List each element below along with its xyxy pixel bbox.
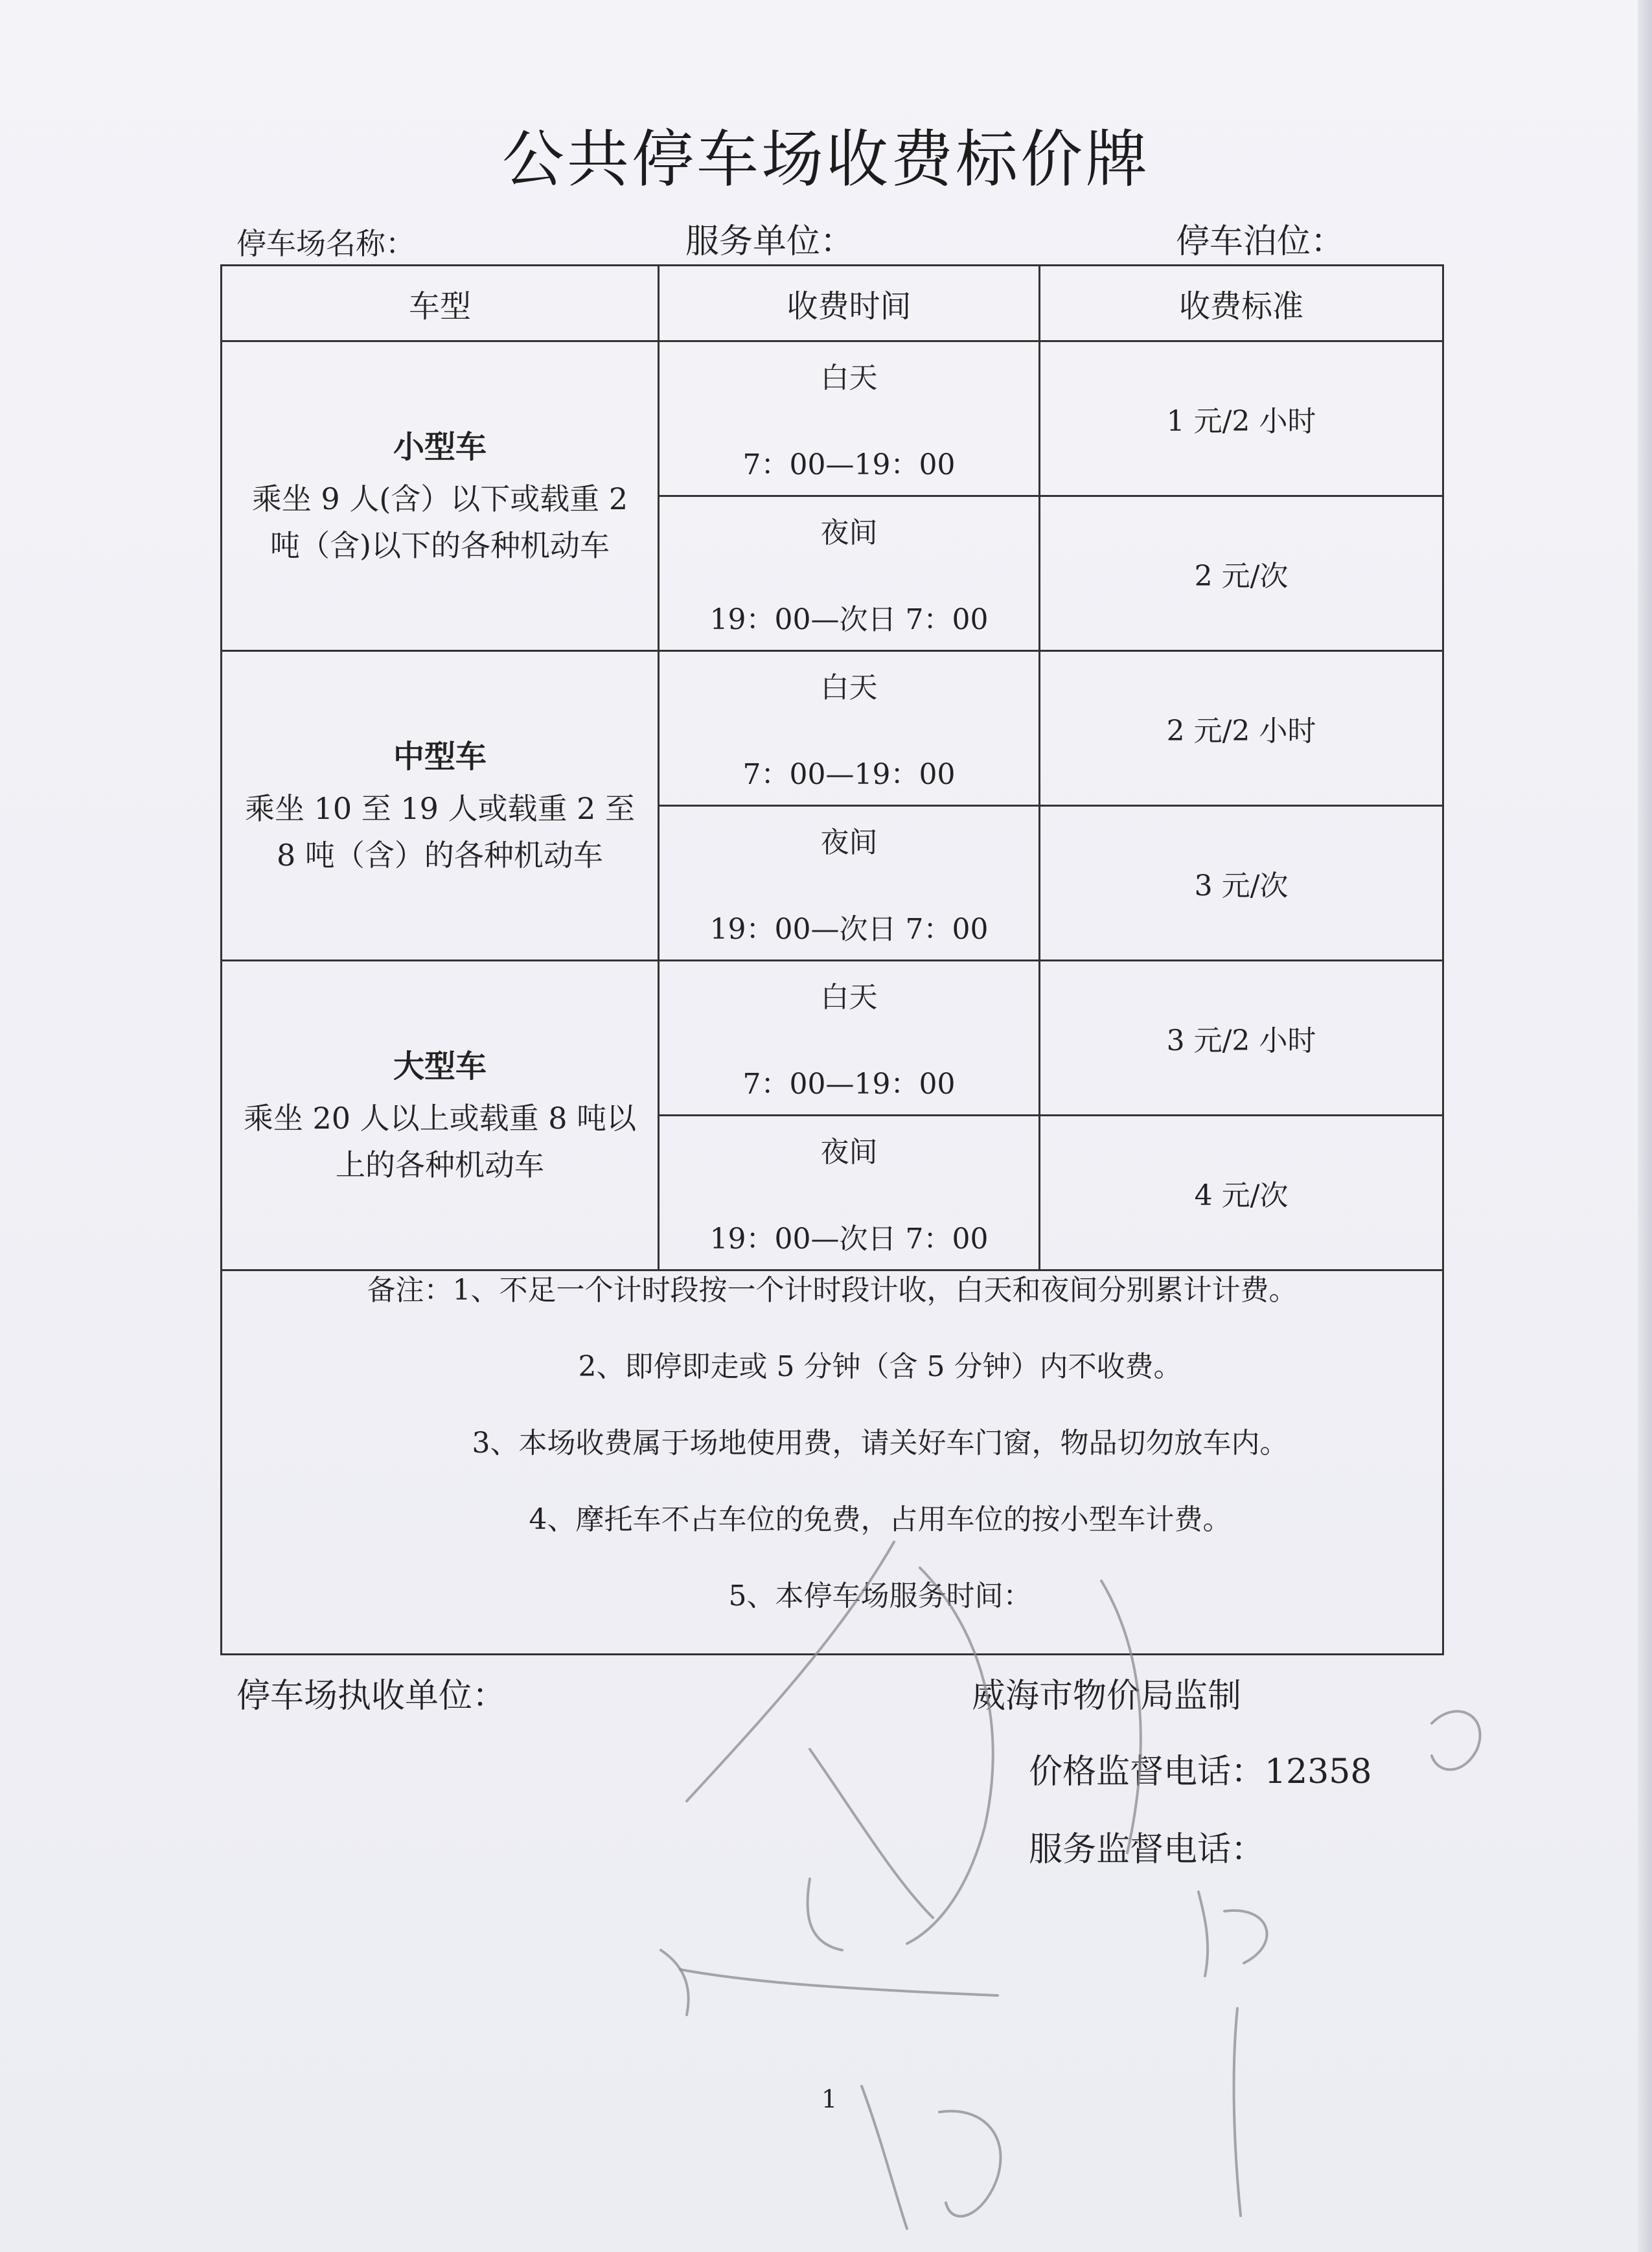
header-charge-time: 收费时间 bbox=[659, 266, 1040, 341]
vehicle-name: 大型车 bbox=[393, 1048, 487, 1085]
day-time: 7：00—19：00 bbox=[742, 1068, 956, 1101]
scribble-stroke bbox=[680, 1970, 998, 1995]
day-label: 白天 bbox=[820, 362, 878, 395]
scribble-stroke bbox=[661, 1950, 689, 2015]
note-2: 2、即停即走或 5 分钟（含 5 分钟）内不收费。 bbox=[578, 1350, 1182, 1383]
table-header-row bbox=[222, 266, 1443, 341]
notes-row bbox=[222, 1270, 1443, 1655]
day-label: 白天 bbox=[820, 671, 878, 704]
night-time-cell bbox=[659, 806, 1040, 961]
vehicle-desc: 乘坐 10 至 19 人或载重 2 至 8 吨（含）的各种机动车 bbox=[244, 790, 636, 873]
vehicle-desc: 乘坐 20 人以上或载重 8 吨以上的各种机动车 bbox=[243, 1100, 637, 1182]
collector-unit-label: 停车场执收单位： bbox=[236, 1677, 507, 1716]
header-charge-standard: 收费标准 bbox=[1040, 266, 1443, 341]
scribble-stroke bbox=[808, 1879, 842, 1950]
night-time-cell bbox=[659, 1116, 1040, 1270]
night-time: 19：00—次日 7：00 bbox=[709, 1223, 989, 1256]
notes-cell bbox=[222, 1270, 1443, 1655]
note-3: 3、本场收费属于场地使用费，请关好车门窗，物品切勿放车内。 bbox=[472, 1427, 1289, 1460]
scribble-stroke bbox=[939, 2111, 1000, 2216]
service-unit-label: 服务单位： bbox=[685, 222, 855, 261]
night-label: 夜间 bbox=[820, 516, 878, 549]
parking-spaces-label: 停车泊位： bbox=[1176, 222, 1345, 261]
day-rate: 2 元/2 小时 bbox=[1040, 651, 1443, 806]
note-5: 5、本停车场服务时间： bbox=[728, 1580, 1032, 1613]
note-1: 备注：1、不足一个计时段按一个计时段计收，白天和夜间分别累计计费。 bbox=[367, 1274, 1298, 1307]
night-time-cell bbox=[659, 496, 1040, 651]
day-time-cell bbox=[659, 651, 1040, 806]
night-label: 夜间 bbox=[820, 1136, 878, 1169]
vehicle-name: 中型车 bbox=[393, 738, 487, 775]
day-time: 7：00—19：00 bbox=[742, 448, 956, 481]
vehicle-cell-medium bbox=[222, 651, 659, 961]
day-time-cell bbox=[659, 961, 1040, 1116]
header-vehicle-type: 车型 bbox=[222, 266, 659, 341]
table-row bbox=[222, 651, 1443, 806]
scan-edge bbox=[1638, 0, 1652, 2252]
scribble-stroke bbox=[810, 1749, 933, 1918]
vehicle-cell-small bbox=[222, 341, 659, 651]
page-number: 1 bbox=[821, 2085, 838, 2113]
day-rate: 1 元/2 小时 bbox=[1040, 341, 1443, 496]
night-label: 夜间 bbox=[820, 826, 878, 859]
scribble-stroke bbox=[1432, 1711, 1480, 1769]
service-phone-label: 服务监督电话： bbox=[1029, 1830, 1265, 1869]
day-rate: 3 元/2 小时 bbox=[1040, 961, 1443, 1116]
scribble-stroke bbox=[1199, 1892, 1208, 1976]
day-time: 7：00—19：00 bbox=[742, 758, 956, 791]
table-row bbox=[222, 961, 1443, 1116]
scribble-stroke bbox=[862, 2086, 907, 2229]
vehicle-name: 小型车 bbox=[393, 428, 487, 465]
table-row bbox=[222, 341, 1443, 496]
night-time: 19：00—次日 7：00 bbox=[709, 603, 989, 636]
night-rate: 3 元/次 bbox=[1040, 806, 1443, 961]
price-phone: 价格监督电话：12358 bbox=[1029, 1752, 1372, 1791]
scribble-stroke bbox=[1224, 1911, 1267, 1963]
supervisor-text: 威海市物价局监制 bbox=[972, 1677, 1242, 1716]
day-time-cell bbox=[659, 341, 1040, 496]
night-time: 19：00—次日 7：00 bbox=[709, 913, 989, 946]
parking-name-label: 停车场名称： bbox=[236, 226, 415, 261]
day-label: 白天 bbox=[820, 981, 878, 1014]
night-rate: 4 元/次 bbox=[1040, 1116, 1443, 1270]
night-rate: 2 元/次 bbox=[1040, 496, 1443, 651]
fee-table bbox=[220, 264, 1444, 1655]
vehicle-desc: 乘坐 9 人(含）以下或载重 2 吨（含)以下的各种机动车 bbox=[251, 481, 628, 563]
scribble-stroke bbox=[1234, 2008, 1241, 2216]
vehicle-cell-large bbox=[222, 961, 659, 1270]
note-4: 4、摩托车不占车位的免费，占用车位的按小型车计费。 bbox=[529, 1503, 1232, 1536]
page-title: 公共停车场收费标价牌 bbox=[502, 123, 1150, 196]
